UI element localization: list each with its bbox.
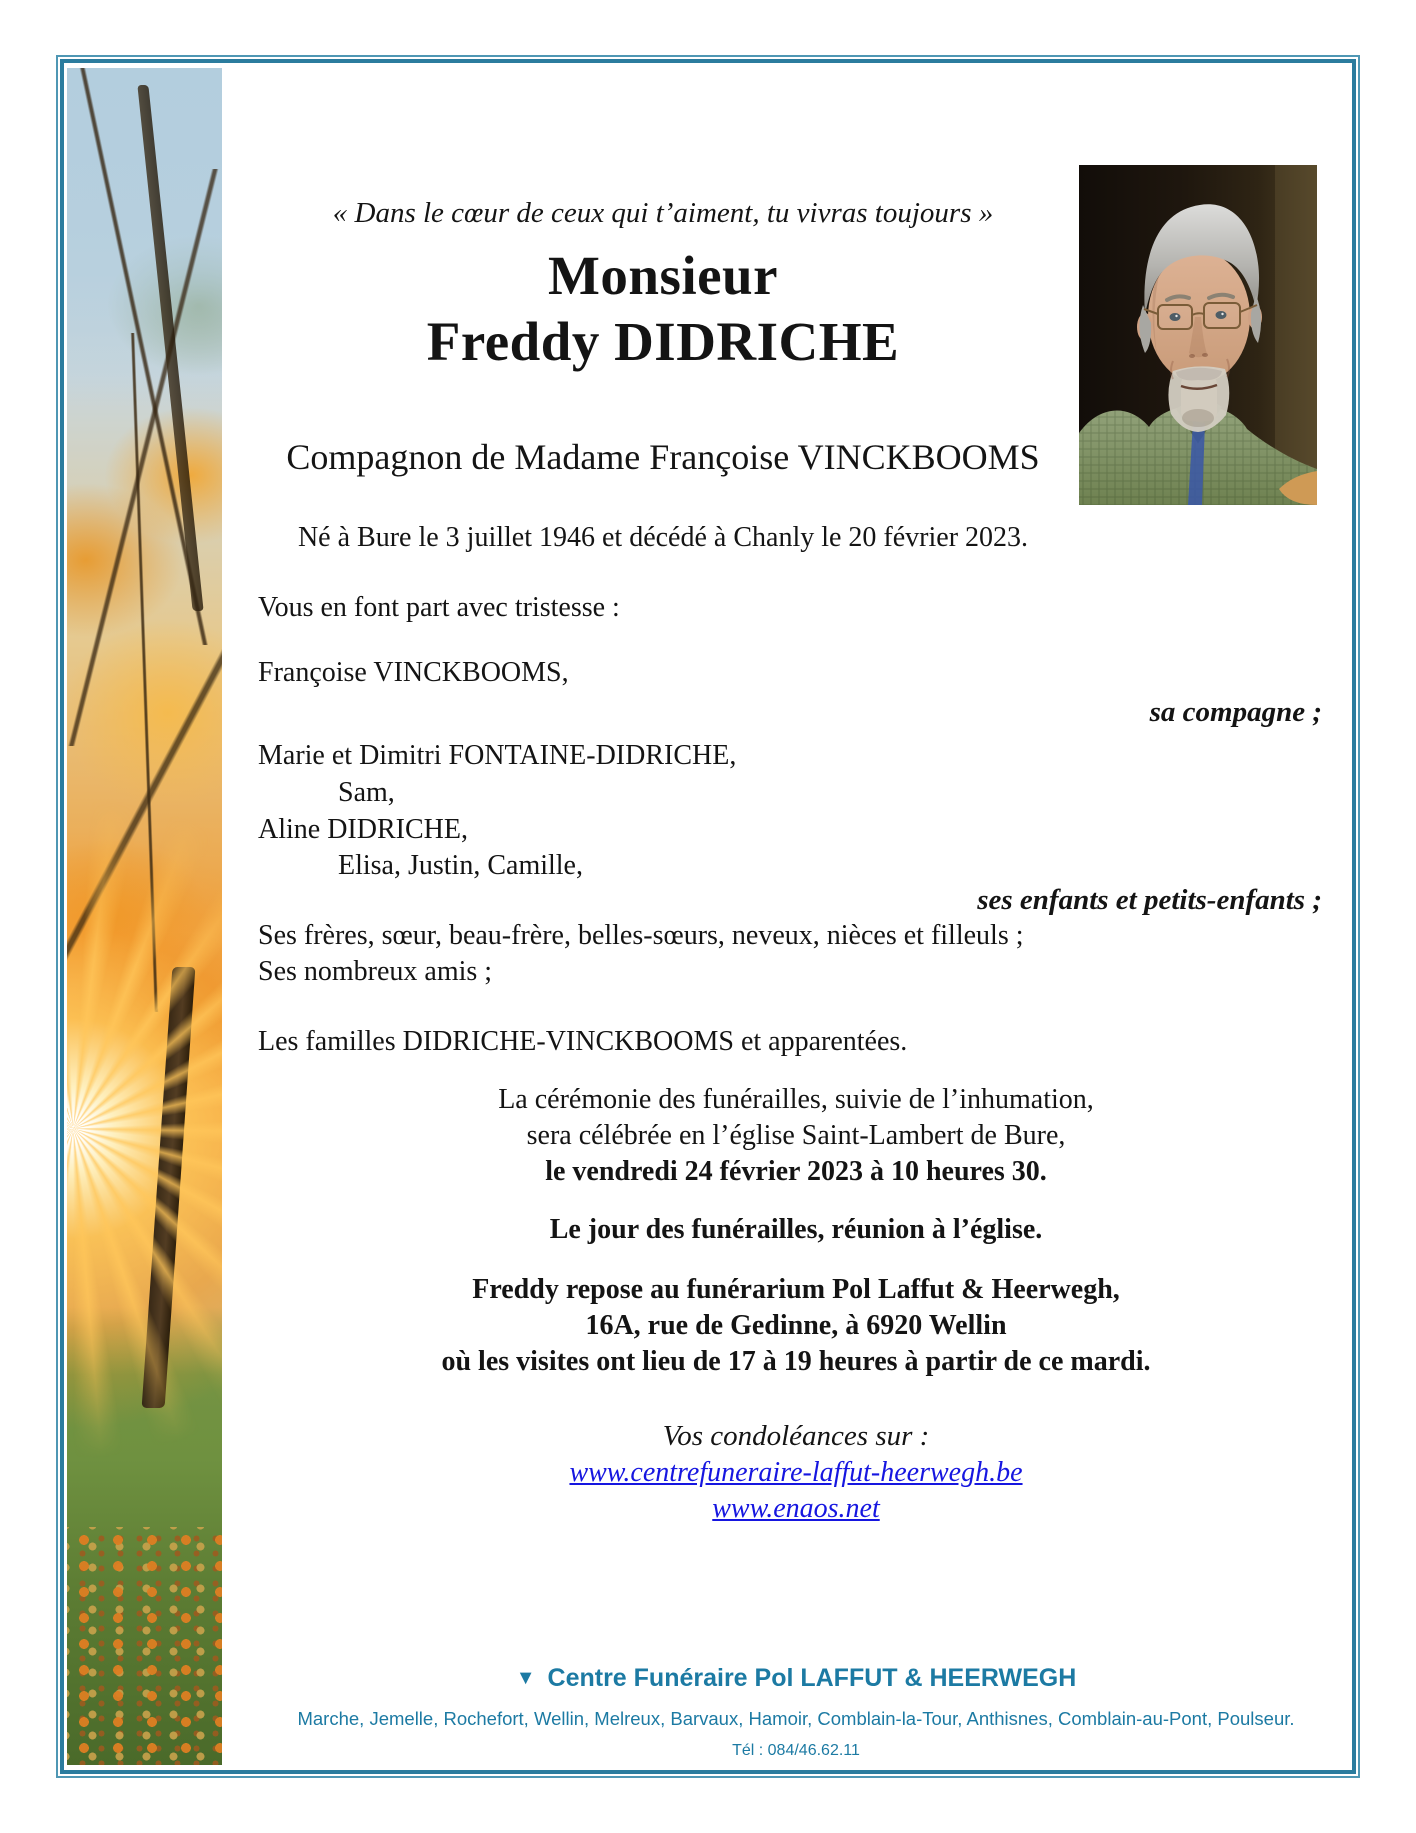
child-line: Aline DIDRICHE, [258,814,468,845]
repose-block [240,1272,1352,1380]
funeral-home-phone: Tél : 084/46.62.11 [732,1742,860,1759]
condolences-label: Vos condoléances sur : [662,1420,930,1452]
deceased-relation: Compagnon de Madame Françoise VINCKBOOMS [286,437,1040,477]
announcement-intro: Vous en font part avec tristesse : [258,592,620,623]
grandchild-line: Sam, [338,777,395,808]
repose-line: Freddy repose au funérarium Pol Laffut & Heerwegh, [472,1274,1120,1305]
ceremony-block [240,1082,1352,1190]
funeral-home-name: Centre Funéraire Pol LAFFUT & HEERWEGH [547,1664,1077,1692]
deceased-name: Freddy DIDRICHE [426,311,900,372]
autumn-photo-strip [67,68,222,1765]
deceased-civility: Monsieur [547,245,779,306]
ceremony-datetime: le vendredi 24 février 2023 à 10 heures 30. [545,1156,1047,1187]
deceased-title-block [256,243,1070,375]
funeral-home-locations: Marche, Jemelle, Rochefort, Wellin, Melreux, Barvaux, Hamoir, Comblain-la-Tour, Anthisnes, Comblain-au-Pont, Poulseur. [297,1708,1295,1729]
repose-visits: où les visites ont lieu de 17 à 19 heures à partir de ce mardi. [441,1346,1151,1377]
companion-name: Françoise VINCKBOOMS, [258,657,569,688]
relatives-line: Ses frères, sœur, beau-frère, belles-sœurs, neveux, nièces et filleuls ; [258,920,1024,951]
condolences-link-centrefuneraire[interactable]: www.centrefuneraire-laffut-heerwegh.be [569,1457,1023,1488]
repose-address: 16A, rue de Gedinne, à 6920 Wellin [585,1310,1007,1341]
grandchild-line: Elisa, Justin, Camille, [338,850,583,881]
child-line: Marie et Dimitri FONTAINE-DIDRICHE, [258,740,737,771]
deceased-life-dates: Né à Bure le 3 juillet 1946 et décédé à Chanly le 20 février 2023. [297,522,1029,553]
friends-line: Ses nombreux amis ; [258,956,493,987]
companion-role: sa compagne ; [1149,696,1322,728]
children-role: ses enfants et petits-enfants ; [977,884,1322,916]
memorial-quote: « Dans le cœur de ceux qui t’aiment, tu vivras toujours » [332,197,994,229]
deceased-portrait-photo [1079,165,1317,505]
condolences-link-enaos[interactable]: www.enaos.net [712,1493,880,1524]
ceremony-meeting: Le jour des funérailles, réunion à l’église. [549,1214,1043,1245]
condolences-link2-row [240,1493,1352,1525]
families-line: Les familles DIDRICHE-VINCKBOOMS et apparentées. [258,1026,908,1057]
triangle-down-icon: ▼ [515,1667,536,1689]
ceremony-line: sera célébrée en l’église Saint-Lambert de Bure, [526,1120,1066,1151]
sun-rays [67,68,222,1765]
ceremony-line: La cérémonie des funérailles, suivie de l’inhumation, [498,1084,1094,1115]
condolences-link1-row [240,1457,1352,1489]
funeral-home-title [240,1664,1352,1693]
